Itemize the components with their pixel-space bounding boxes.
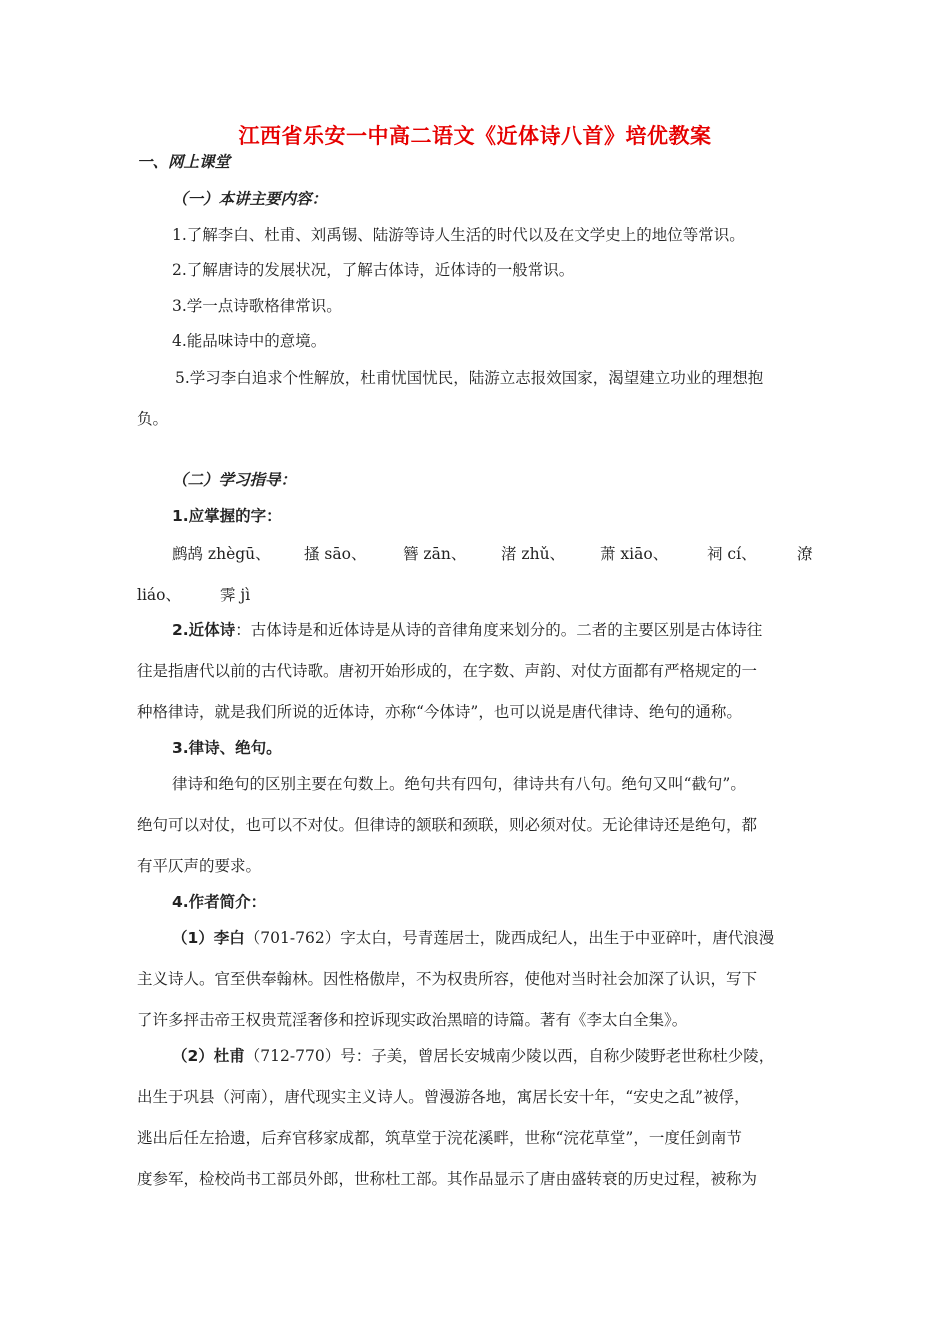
paragraph-line: （712-770）号：子美，曾居长安城南少陵以西，自称少陵野老世称杜少陵， [244, 1047, 775, 1065]
character-pinyin: 鹧鸪 zhègū、 [172, 545, 271, 563]
subsection-heading-main-content: （一）本讲主要内容： [172, 190, 328, 208]
character-pinyin: liáo、 [137, 586, 181, 604]
character-pinyin: 祠 cí、 [707, 545, 757, 563]
list-item: 1.了解李白、杜甫、刘禹锡、陆游等诗人生活的时代以及在文学史上的地位等常识。 [172, 226, 745, 244]
paragraph-heading-authors: 4.作者简介： [172, 893, 267, 911]
character-pinyin: 霁 jì [220, 586, 251, 604]
author-label-dufu: （2）杜甫 [172, 1047, 245, 1065]
paragraph-line: 逃出后任左拾遗，后弃官移家成都，筑草堂于浣花溪畔，世称“浣花草堂”，一度任剑南节 [137, 1129, 742, 1147]
paragraph-line: 往是指唐代以前的古代诗歌。唐初开始形成的，在字数、声韵、对仗方面都有严格规定的一 [137, 662, 758, 680]
list-item: 负。 [137, 410, 169, 428]
character-pinyin: 搔 sāo、 [304, 545, 367, 563]
paragraph-heading-characters: 1.应掌握的字： [172, 507, 282, 525]
character-pinyin: 簪 zān、 [403, 545, 467, 563]
character-pinyin: 萧 xiāo、 [600, 545, 669, 563]
author-label-libai: （1）李白 [172, 929, 245, 947]
character-pinyin: 渚 zhǔ、 [501, 545, 566, 563]
subsection-heading-study-guide: （二）学习指导： [172, 471, 297, 489]
paragraph-line: 绝句可以对仗，也可以不对仗。但律诗的颔联和颈联，则必须对仗。无论律诗还是绝句，都 [137, 816, 758, 834]
paragraph-line: 律诗和绝句的区别主要在句数上。绝句共有四句，律诗共有八句。绝句又叫“截句”。 [172, 775, 746, 793]
list-item: 2.了解唐诗的发展状况，了解古体诗，近体诗的一般常识。 [172, 261, 575, 279]
author-libai-line [172, 928, 774, 948]
paragraph-heading-recent-poetry: 2.近体诗 [172, 621, 236, 639]
paragraph-line: 了许多抨击帝王权贵荒淫奢侈和控诉现实政治黑暗的诗篇。著有《李太白全集》。 [137, 1011, 688, 1029]
paragraph-recent-poetry [172, 620, 762, 640]
paragraph-line: ：古体诗是和近体诗是从诗的音律角度来划分的。二者的主要区别是古体诗往 [235, 621, 763, 639]
paragraph-line: （701-762）字太白，号青莲居士，陇西成纪人，出生于中亚碎叶，唐代浪漫 [244, 929, 775, 947]
document-title: 江西省乐安一中高二语文《近体诗八首》培优教案 [238, 124, 712, 148]
author-dufu-line [172, 1046, 774, 1066]
section-heading-online-class: 一、网上课堂 [137, 153, 231, 171]
paragraph-line: 主义诗人。官至供奉翰林。因性格傲岸，不为权贵所容，使他对当时社会加深了认识，写下 [137, 970, 758, 988]
list-item: 4.能品味诗中的意境。 [172, 332, 327, 350]
list-item: 5.学习李白追求个性解放，杜甫忧国忧民，陆游立志报效国家，渴望建立功业的理想抱 [175, 369, 764, 387]
list-item: 3.学一点诗歌格律常识。 [172, 297, 342, 315]
paragraph-heading-lushi-jueju: 3.律诗、绝句。 [172, 739, 282, 757]
paragraph-line: 有平仄声的要求。 [137, 857, 262, 875]
paragraph-line: 度参军，检校尚书工部员外郎，世称杜工部。其作品显示了唐由盛转衰的历史过程，被称为 [137, 1170, 758, 1188]
paragraph-line: 出生于巩县（河南），唐代现实主义诗人。曾漫游各地，寓居长安十年，“安史之乱”被俘， [137, 1088, 750, 1106]
character-pinyin: 潦 [797, 545, 813, 563]
paragraph-line: 种格律诗，就是我们所说的近体诗，亦称“今体诗”，也可以说是唐代律诗、绝句的通称。 [137, 703, 742, 721]
